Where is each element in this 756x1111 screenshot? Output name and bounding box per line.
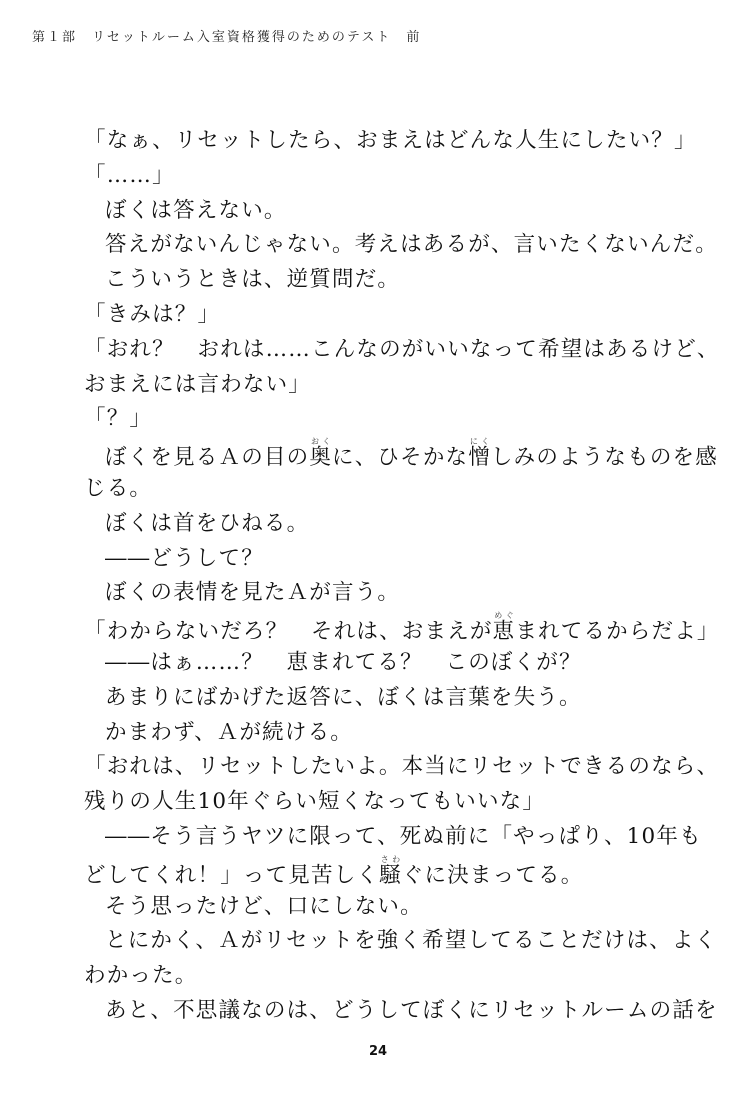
- text-line: あと、不思議なのは、どうしてぼくにリセットルームの話を: [105, 997, 718, 1023]
- ruby-word: [492, 611, 516, 645]
- text-segment: ぐに決まってる。: [401, 862, 584, 888]
- text-segment: 「わからないだろ？ それは、おまえが: [84, 619, 493, 645]
- ruby-word: [309, 437, 333, 471]
- text-line: ――そう言うヤツに限って、死ぬ前に「やっぱり、10年も: [105, 823, 702, 849]
- text-segment: に、ひそかな: [332, 445, 469, 471]
- running-head: 第１部 リセットルーム入室資格獲得のためのテスト 前: [32, 30, 422, 45]
- ruby-reading: さわ: [379, 854, 402, 864]
- ruby-word: [468, 437, 491, 471]
- text-segment: ぼくを見るＡの目の: [105, 445, 310, 471]
- body-text: [84, 124, 720, 1029]
- text-line: 「おれ？ おれは……こんなのがいいなって希望はあるけど、: [84, 336, 720, 362]
- text-line: かまわず、Ａが続ける。: [105, 719, 353, 745]
- ruby-word: [379, 854, 402, 888]
- ruby-reading: にく: [468, 437, 491, 447]
- text-line: ぼくは答えない。: [105, 197, 287, 223]
- text-line: そう思ったけど、口にしない。: [105, 893, 423, 919]
- text-segment: どしてくれ！」って見苦しく: [84, 862, 380, 888]
- text-line: 「……」: [84, 162, 175, 188]
- ruby-base: 奥: [309, 445, 333, 471]
- text-line: ――どうして？: [105, 545, 264, 571]
- ruby-base: 騒: [379, 862, 402, 888]
- text-line: こういうときは、逆質問だ。: [105, 267, 401, 293]
- text-line: 「きみは？」: [84, 301, 221, 327]
- text-line: じる。: [84, 475, 153, 501]
- text-line-with-ruby: [84, 611, 720, 646]
- text-line: おまえには言わない」: [84, 371, 312, 397]
- text-line-with-ruby: [84, 855, 670, 890]
- text-line: ぼくは首をひねる。: [105, 510, 310, 536]
- page-number: 24: [368, 1044, 388, 1059]
- text-line: 残りの人生10年ぐらい短くなってもいいな」: [84, 789, 546, 815]
- text-line: 「おれは、リセットしたいよ。本当にリセットできるのなら、: [84, 754, 720, 780]
- text-line: わかった。: [84, 963, 198, 989]
- text-line: 「？」: [84, 406, 153, 432]
- text-segment: まれてるからだよ」: [515, 619, 720, 645]
- ruby-base: 憎: [468, 445, 491, 471]
- ruby-base: 恵: [492, 619, 516, 645]
- text-line: 答えがないんじゃない。考えはあるが、言いたくないんだ。: [105, 232, 718, 258]
- text-line: ――はぁ……？ 恵まれてる？ このぼくが？: [105, 649, 582, 675]
- text-line: とにかく、Ａがリセットを強く希望してることだけは、よく: [105, 928, 718, 954]
- text-line: 「なぁ、リセットしたら、おまえはどんな人生にしたい？」: [84, 128, 697, 153]
- ruby-reading: めぐ: [492, 611, 516, 621]
- text-line-with-ruby: [84, 437, 718, 472]
- text-line: あまりにばかげた返答に、ぼくは言葉を失う。: [105, 684, 582, 710]
- text-segment: しみのようなものを感: [490, 445, 718, 471]
- ruby-reading: おく: [309, 437, 333, 447]
- text-line: ぼくの表情を見たＡが言う。: [105, 580, 401, 606]
